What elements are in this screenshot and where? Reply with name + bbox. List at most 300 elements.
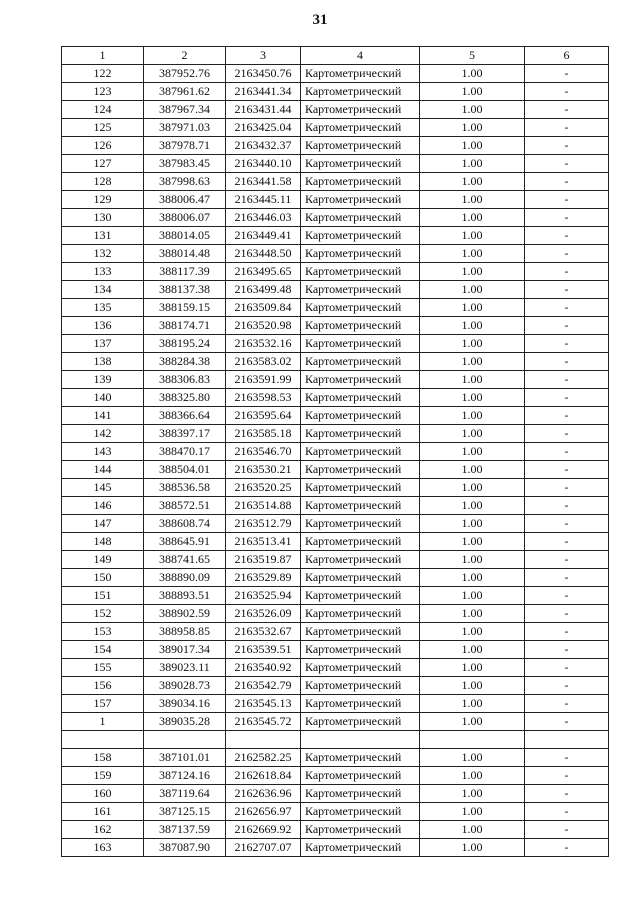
coordinate-y-cell: 2163445.11 (226, 191, 301, 209)
table-row (62, 335, 609, 353)
coordinate-y-cell: 2163526.09 (226, 605, 301, 623)
point-number-cell: 147 (62, 515, 144, 533)
table-row (62, 641, 609, 659)
method-cell: Картометрический (301, 587, 420, 605)
table-row (62, 425, 609, 443)
coordinate-y-cell: 2163520.98 (226, 317, 301, 335)
accuracy-cell: 1.00 (420, 389, 525, 407)
coordinate-x-cell: 388366.64 (144, 407, 226, 425)
table-row (62, 533, 609, 551)
note-cell: - (525, 155, 609, 173)
point-number-cell: 136 (62, 317, 144, 335)
note-cell: - (525, 299, 609, 317)
coordinate-x-cell: 388014.48 (144, 245, 226, 263)
point-number-cell: 132 (62, 245, 144, 263)
accuracy-cell: 1.00 (420, 155, 525, 173)
accuracy-cell: 1.00 (420, 101, 525, 119)
coordinate-y-cell: 2163532.16 (226, 335, 301, 353)
note-cell: - (525, 695, 609, 713)
coordinate-y-cell: 2163431.44 (226, 101, 301, 119)
method-cell: Картометрический (301, 821, 420, 839)
point-number-cell: 133 (62, 263, 144, 281)
table-row (62, 839, 609, 857)
point-number-cell: 149 (62, 551, 144, 569)
method-cell: Картометрический (301, 173, 420, 191)
coordinate-y-cell: 2163450.76 (226, 65, 301, 83)
coordinate-x-cell: 388006.47 (144, 191, 226, 209)
column-header: 2 (144, 47, 226, 65)
accuracy-cell: 1.00 (420, 605, 525, 623)
table-row (62, 209, 609, 227)
coordinate-x-cell: 387983.45 (144, 155, 226, 173)
point-number-cell: 148 (62, 533, 144, 551)
method-cell: Картометрический (301, 119, 420, 137)
point-number-cell: 129 (62, 191, 144, 209)
coordinate-y-cell: 2163514.88 (226, 497, 301, 515)
note-cell: - (525, 191, 609, 209)
note-cell: - (525, 389, 609, 407)
note-cell: - (525, 65, 609, 83)
coordinate-y-cell: 2163540.92 (226, 659, 301, 677)
accuracy-cell: 1.00 (420, 425, 525, 443)
point-number-cell: 150 (62, 569, 144, 587)
note-cell: - (525, 623, 609, 641)
accuracy-cell: 1.00 (420, 659, 525, 677)
accuracy-cell: 1.00 (420, 785, 525, 803)
table-row (62, 551, 609, 569)
note-cell: - (525, 839, 609, 857)
coordinate-x-cell: 388306.83 (144, 371, 226, 389)
coordinate-y-cell: 2163546.70 (226, 443, 301, 461)
point-number-cell: 163 (62, 839, 144, 857)
accuracy-cell: 1.00 (420, 803, 525, 821)
note-cell: - (525, 101, 609, 119)
point-number-cell: 155 (62, 659, 144, 677)
note-cell: - (525, 209, 609, 227)
empty-cell (301, 731, 420, 749)
column-header: 5 (420, 47, 525, 65)
point-number-cell: 137 (62, 335, 144, 353)
accuracy-cell: 1.00 (420, 569, 525, 587)
method-cell: Картометрический (301, 569, 420, 587)
coordinate-x-cell: 387125.15 (144, 803, 226, 821)
accuracy-cell: 1.00 (420, 335, 525, 353)
method-cell: Картометрический (301, 371, 420, 389)
point-number-cell: 122 (62, 65, 144, 83)
coordinate-y-cell: 2163513.41 (226, 533, 301, 551)
coordinate-x-cell: 387952.76 (144, 65, 226, 83)
table-row (62, 695, 609, 713)
method-cell: Картометрический (301, 623, 420, 641)
empty-cell (525, 731, 609, 749)
accuracy-cell: 1.00 (420, 515, 525, 533)
point-number-cell: 140 (62, 389, 144, 407)
note-cell: - (525, 551, 609, 569)
coordinate-y-cell: 2163441.58 (226, 173, 301, 191)
table-row (62, 227, 609, 245)
coordinate-y-cell: 2163512.79 (226, 515, 301, 533)
coordinate-y-cell: 2163495.65 (226, 263, 301, 281)
coordinate-y-cell: 2162582.25 (226, 749, 301, 767)
point-number-cell: 124 (62, 101, 144, 119)
method-cell: Картометрический (301, 767, 420, 785)
coordinate-x-cell: 388006.07 (144, 209, 226, 227)
accuracy-cell: 1.00 (420, 677, 525, 695)
coordinate-x-cell: 388284.38 (144, 353, 226, 371)
coordinate-x-cell: 387971.03 (144, 119, 226, 137)
point-number-cell: 158 (62, 749, 144, 767)
table-row (62, 443, 609, 461)
method-cell: Картометрический (301, 209, 420, 227)
point-number-cell: 125 (62, 119, 144, 137)
coordinate-y-cell: 2163585.18 (226, 425, 301, 443)
table-row (62, 263, 609, 281)
method-cell: Картометрический (301, 839, 420, 857)
coordinate-x-cell: 387124.16 (144, 767, 226, 785)
point-number-cell: 154 (62, 641, 144, 659)
table-row (62, 389, 609, 407)
method-cell: Картометрический (301, 533, 420, 551)
coordinate-x-cell: 388117.39 (144, 263, 226, 281)
method-cell: Картометрический (301, 155, 420, 173)
method-cell: Картометрический (301, 803, 420, 821)
coordinate-x-cell: 387967.34 (144, 101, 226, 119)
method-cell: Картометрический (301, 101, 420, 119)
coordinate-x-cell: 387119.64 (144, 785, 226, 803)
empty-cell (62, 731, 144, 749)
empty-cell (226, 731, 301, 749)
point-number-cell: 142 (62, 425, 144, 443)
coordinate-x-cell: 388159.15 (144, 299, 226, 317)
note-cell: - (525, 407, 609, 425)
coordinate-y-cell: 2163446.03 (226, 209, 301, 227)
table-row (62, 605, 609, 623)
note-cell: - (525, 677, 609, 695)
table-row (62, 569, 609, 587)
note-cell: - (525, 641, 609, 659)
table-row (62, 677, 609, 695)
table-row (62, 353, 609, 371)
accuracy-cell: 1.00 (420, 191, 525, 209)
coordinate-x-cell: 388958.85 (144, 623, 226, 641)
method-cell: Картометрический (301, 659, 420, 677)
accuracy-cell: 1.00 (420, 227, 525, 245)
note-cell: - (525, 119, 609, 137)
coordinate-y-cell: 2163519.87 (226, 551, 301, 569)
coordinate-x-cell: 389028.73 (144, 677, 226, 695)
coordinate-x-cell: 387137.59 (144, 821, 226, 839)
coordinate-x-cell: 388902.59 (144, 605, 226, 623)
coordinate-y-cell: 2163529.89 (226, 569, 301, 587)
table-row (62, 317, 609, 335)
coordinate-y-cell: 2163530.21 (226, 461, 301, 479)
column-header: 1 (62, 47, 144, 65)
note-cell: - (525, 569, 609, 587)
accuracy-cell: 1.00 (420, 353, 525, 371)
accuracy-cell: 1.00 (420, 65, 525, 83)
coordinate-y-cell: 2162669.92 (226, 821, 301, 839)
note-cell: - (525, 371, 609, 389)
page-number: 31 (312, 12, 328, 28)
coordinate-x-cell: 389017.34 (144, 641, 226, 659)
note-cell: - (525, 713, 609, 731)
method-cell: Картометрический (301, 713, 420, 731)
note-cell: - (525, 137, 609, 155)
method-cell: Картометрический (301, 551, 420, 569)
table-row (62, 83, 609, 101)
table-row (62, 119, 609, 137)
note-cell: - (525, 605, 609, 623)
coordinate-x-cell: 389023.11 (144, 659, 226, 677)
note-cell: - (525, 335, 609, 353)
accuracy-cell: 1.00 (420, 443, 525, 461)
coordinate-x-cell: 388741.65 (144, 551, 226, 569)
point-number-cell: 1 (62, 713, 144, 731)
method-cell: Картометрический (301, 281, 420, 299)
accuracy-cell: 1.00 (420, 839, 525, 857)
point-number-cell: 139 (62, 371, 144, 389)
table-row (62, 515, 609, 533)
coordinates-table (61, 46, 609, 857)
table-row (62, 479, 609, 497)
table-row (62, 461, 609, 479)
point-number-cell: 153 (62, 623, 144, 641)
empty-cell (420, 731, 525, 749)
coordinate-x-cell: 388536.58 (144, 479, 226, 497)
accuracy-cell: 1.00 (420, 695, 525, 713)
coordinate-x-cell: 389034.16 (144, 695, 226, 713)
method-cell: Картометрический (301, 299, 420, 317)
coordinate-x-cell: 387998.63 (144, 173, 226, 191)
accuracy-cell: 1.00 (420, 83, 525, 101)
point-number-cell: 145 (62, 479, 144, 497)
table-row (62, 659, 609, 677)
table-row (62, 299, 609, 317)
method-cell: Картометрический (301, 677, 420, 695)
coordinate-x-cell: 387978.71 (144, 137, 226, 155)
note-cell: - (525, 83, 609, 101)
point-number-cell: 157 (62, 695, 144, 713)
accuracy-cell: 1.00 (420, 479, 525, 497)
coordinate-y-cell: 2163499.48 (226, 281, 301, 299)
table-row (62, 623, 609, 641)
method-cell: Картометрический (301, 227, 420, 245)
table-row (62, 137, 609, 155)
coordinate-y-cell: 2163583.02 (226, 353, 301, 371)
table-row (62, 245, 609, 263)
table-row (62, 155, 609, 173)
empty-cell (144, 731, 226, 749)
table-row (62, 587, 609, 605)
accuracy-cell: 1.00 (420, 551, 525, 569)
method-cell: Картометрический (301, 443, 420, 461)
table-row (62, 407, 609, 425)
note-cell: - (525, 497, 609, 515)
table-row (62, 803, 609, 821)
note-cell: - (525, 821, 609, 839)
method-cell: Картометрический (301, 605, 420, 623)
accuracy-cell: 1.00 (420, 245, 525, 263)
accuracy-cell: 1.00 (420, 371, 525, 389)
note-cell: - (525, 785, 609, 803)
method-cell: Картометрический (301, 641, 420, 659)
method-cell: Картометрический (301, 335, 420, 353)
coordinate-x-cell: 388893.51 (144, 587, 226, 605)
note-cell: - (525, 749, 609, 767)
table-row (62, 65, 609, 83)
accuracy-cell: 1.00 (420, 461, 525, 479)
note-cell: - (525, 263, 609, 281)
coordinate-y-cell: 2163440.10 (226, 155, 301, 173)
coordinate-x-cell: 388195.24 (144, 335, 226, 353)
note-cell: - (525, 245, 609, 263)
accuracy-cell: 1.00 (420, 713, 525, 731)
point-number-cell: 123 (62, 83, 144, 101)
coordinate-x-cell: 387961.62 (144, 83, 226, 101)
note-cell: - (525, 515, 609, 533)
point-number-cell: 130 (62, 209, 144, 227)
coordinate-x-cell: 388137.38 (144, 281, 226, 299)
method-cell: Картометрический (301, 461, 420, 479)
table-body (62, 65, 609, 857)
coordinate-y-cell: 2163448.50 (226, 245, 301, 263)
method-cell: Картометрический (301, 407, 420, 425)
table-row (62, 371, 609, 389)
coordinate-y-cell: 2163545.13 (226, 695, 301, 713)
coordinate-y-cell: 2163441.34 (226, 83, 301, 101)
coordinate-y-cell: 2162707.07 (226, 839, 301, 857)
accuracy-cell: 1.00 (420, 173, 525, 191)
coordinate-x-cell: 388890.09 (144, 569, 226, 587)
accuracy-cell: 1.00 (420, 623, 525, 641)
point-number-cell: 143 (62, 443, 144, 461)
coordinate-y-cell: 2163509.84 (226, 299, 301, 317)
point-number-cell: 135 (62, 299, 144, 317)
table-row (62, 821, 609, 839)
method-cell: Картометрический (301, 191, 420, 209)
point-number-cell: 152 (62, 605, 144, 623)
coordinate-x-cell: 388645.91 (144, 533, 226, 551)
accuracy-cell: 1.00 (420, 281, 525, 299)
coordinate-x-cell: 388174.71 (144, 317, 226, 335)
method-cell: Картометрический (301, 137, 420, 155)
point-number-cell: 160 (62, 785, 144, 803)
point-number-cell: 127 (62, 155, 144, 173)
note-cell: - (525, 227, 609, 245)
header-row (62, 47, 609, 65)
note-cell: - (525, 533, 609, 551)
coordinate-y-cell: 2163598.53 (226, 389, 301, 407)
coordinate-x-cell: 388397.17 (144, 425, 226, 443)
note-cell: - (525, 479, 609, 497)
accuracy-cell: 1.00 (420, 821, 525, 839)
method-cell: Картометрический (301, 353, 420, 371)
accuracy-cell: 1.00 (420, 209, 525, 227)
coordinate-y-cell: 2163542.79 (226, 677, 301, 695)
coordinate-x-cell: 388014.05 (144, 227, 226, 245)
column-header: 4 (301, 47, 420, 65)
table-row (62, 101, 609, 119)
table-row (62, 713, 609, 731)
note-cell: - (525, 443, 609, 461)
method-cell: Картометрический (301, 785, 420, 803)
method-cell: Картометрический (301, 695, 420, 713)
note-cell: - (525, 353, 609, 371)
coordinate-x-cell: 389035.28 (144, 713, 226, 731)
table-row (62, 785, 609, 803)
point-number-cell: 141 (62, 407, 144, 425)
coordinate-x-cell: 388470.17 (144, 443, 226, 461)
method-cell: Картометрический (301, 317, 420, 335)
column-header: 6 (525, 47, 609, 65)
point-number-cell: 138 (62, 353, 144, 371)
note-cell: - (525, 659, 609, 677)
note-cell: - (525, 767, 609, 785)
coordinate-y-cell: 2163591.99 (226, 371, 301, 389)
table-row (62, 497, 609, 515)
point-number-cell: 151 (62, 587, 144, 605)
accuracy-cell: 1.00 (420, 407, 525, 425)
table-row (62, 281, 609, 299)
method-cell: Картометрический (301, 479, 420, 497)
method-cell: Картометрический (301, 263, 420, 281)
accuracy-cell: 1.00 (420, 641, 525, 659)
coordinate-y-cell: 2163449.41 (226, 227, 301, 245)
coordinate-x-cell: 388572.51 (144, 497, 226, 515)
point-number-cell: 146 (62, 497, 144, 515)
method-cell: Картометрический (301, 497, 420, 515)
method-cell: Картометрический (301, 749, 420, 767)
coordinate-y-cell: 2163532.67 (226, 623, 301, 641)
accuracy-cell: 1.00 (420, 317, 525, 335)
table-row (62, 191, 609, 209)
note-cell: - (525, 587, 609, 605)
coordinate-y-cell: 2162636.96 (226, 785, 301, 803)
accuracy-cell: 1.00 (420, 299, 525, 317)
point-number-cell: 162 (62, 821, 144, 839)
coordinate-x-cell: 388608.74 (144, 515, 226, 533)
column-header: 3 (226, 47, 301, 65)
coordinate-x-cell: 388325.80 (144, 389, 226, 407)
coordinate-x-cell: 387101.01 (144, 749, 226, 767)
point-number-cell: 156 (62, 677, 144, 695)
accuracy-cell: 1.00 (420, 119, 525, 137)
method-cell: Картометрический (301, 389, 420, 407)
coordinate-y-cell: 2163539.51 (226, 641, 301, 659)
table-row (62, 749, 609, 767)
note-cell: - (525, 461, 609, 479)
coordinate-y-cell: 2163520.25 (226, 479, 301, 497)
coordinate-y-cell: 2163432.37 (226, 137, 301, 155)
coordinate-y-cell: 2163595.64 (226, 407, 301, 425)
point-number-cell: 126 (62, 137, 144, 155)
accuracy-cell: 1.00 (420, 137, 525, 155)
note-cell: - (525, 425, 609, 443)
method-cell: Картометрический (301, 65, 420, 83)
coordinate-y-cell: 2162656.97 (226, 803, 301, 821)
note-cell: - (525, 803, 609, 821)
coordinate-y-cell: 2163425.04 (226, 119, 301, 137)
method-cell: Картометрический (301, 425, 420, 443)
accuracy-cell: 1.00 (420, 533, 525, 551)
table-row (62, 173, 609, 191)
point-number-cell: 131 (62, 227, 144, 245)
coordinate-x-cell: 387087.90 (144, 839, 226, 857)
accuracy-cell: 1.00 (420, 749, 525, 767)
accuracy-cell: 1.00 (420, 263, 525, 281)
point-number-cell: 159 (62, 767, 144, 785)
spacer-row (62, 731, 609, 749)
